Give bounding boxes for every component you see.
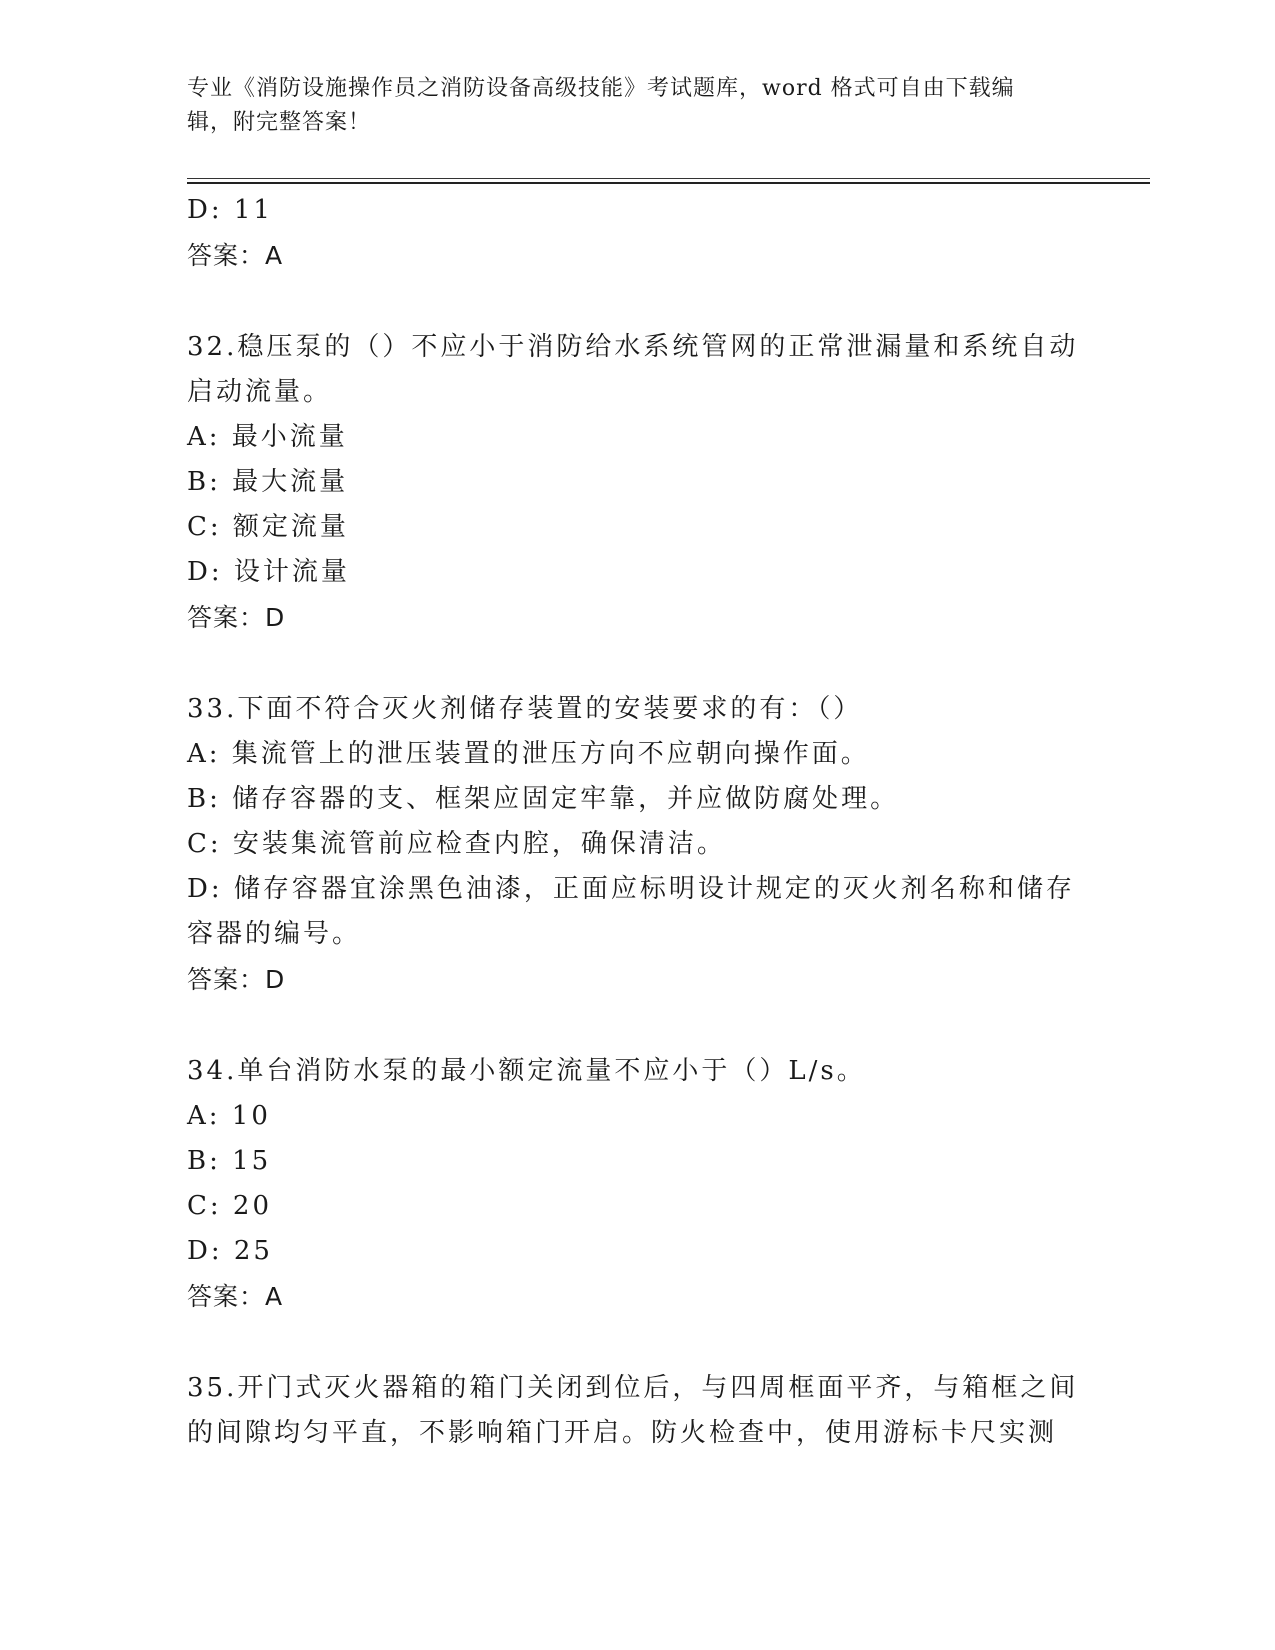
option-d-continued: 容器的编号。 bbox=[187, 919, 362, 949]
header-rule-thick bbox=[187, 182, 1150, 184]
document-header bbox=[187, 72, 1067, 140]
option-c: C: 20 bbox=[187, 1191, 273, 1221]
option-a: A: 10 bbox=[187, 1101, 271, 1131]
option-d: D: 储存容器宜涂黑色油漆，正面应标明设计规定的灭火剂名称和储存 bbox=[187, 874, 1075, 904]
question-stem: 32.稳压泵的（）不应小于消防给水系统管网的正常泄漏量和系统自动 bbox=[187, 332, 1079, 362]
answer-line: 答案：A bbox=[187, 1282, 284, 1311]
question-list bbox=[187, 188, 1087, 1456]
question-32 bbox=[187, 325, 1087, 640]
question-stem: 34.单台消防水泵的最小额定流量不应小于（）L/s。 bbox=[187, 1056, 866, 1086]
option-b: B: 最大流量 bbox=[187, 467, 349, 497]
option-a: A: 集流管上的泄压装置的泄压方向不应朝向操作面。 bbox=[187, 739, 870, 769]
question-33 bbox=[187, 687, 1087, 1002]
question-stem-continued: 启动流量。 bbox=[187, 377, 333, 407]
header-line-2: 辑，附完整答案！ bbox=[187, 110, 372, 135]
spacer bbox=[187, 1002, 1087, 1049]
spacer bbox=[187, 278, 1087, 325]
question-35 bbox=[187, 1366, 1087, 1456]
spacer bbox=[187, 1319, 1087, 1366]
answer-line: 答案：D bbox=[187, 965, 286, 994]
option-b: B: 储存容器的支、框架应固定牢靠，并应做防腐处理。 bbox=[187, 784, 900, 814]
question-stem-continued: 的间隙均匀平直，不影响箱门开启。防火检查中，使用游标卡尺实测 bbox=[187, 1418, 1058, 1448]
spacer bbox=[187, 640, 1087, 687]
question-31-tail bbox=[187, 188, 1087, 278]
option-c: C: 额定流量 bbox=[187, 512, 349, 542]
header-rule-thin bbox=[187, 178, 1150, 179]
answer-line: 答案：D bbox=[187, 603, 286, 632]
answer-line: 答案：A bbox=[187, 241, 284, 270]
option-d: D: 设计流量 bbox=[187, 557, 350, 587]
option-a: A: 最小流量 bbox=[187, 422, 348, 452]
option-d: D: 11 bbox=[187, 195, 273, 225]
header-line-1: 专业《消防设施操作员之消防设备高级技能》考试题库，word 格式可自由下载编 bbox=[187, 76, 1015, 101]
question-34 bbox=[187, 1049, 1087, 1319]
question-stem: 35.开门式灭火器箱的箱门关闭到位后，与四周框面平齐，与箱框之间 bbox=[187, 1373, 1079, 1403]
option-d: D: 25 bbox=[187, 1236, 273, 1266]
question-stem: 33.下面不符合灭火剂储存装置的安装要求的有：（） bbox=[187, 694, 863, 724]
option-b: B: 15 bbox=[187, 1146, 272, 1176]
option-c: C: 安装集流管前应检查内腔，确保清洁。 bbox=[187, 829, 726, 859]
